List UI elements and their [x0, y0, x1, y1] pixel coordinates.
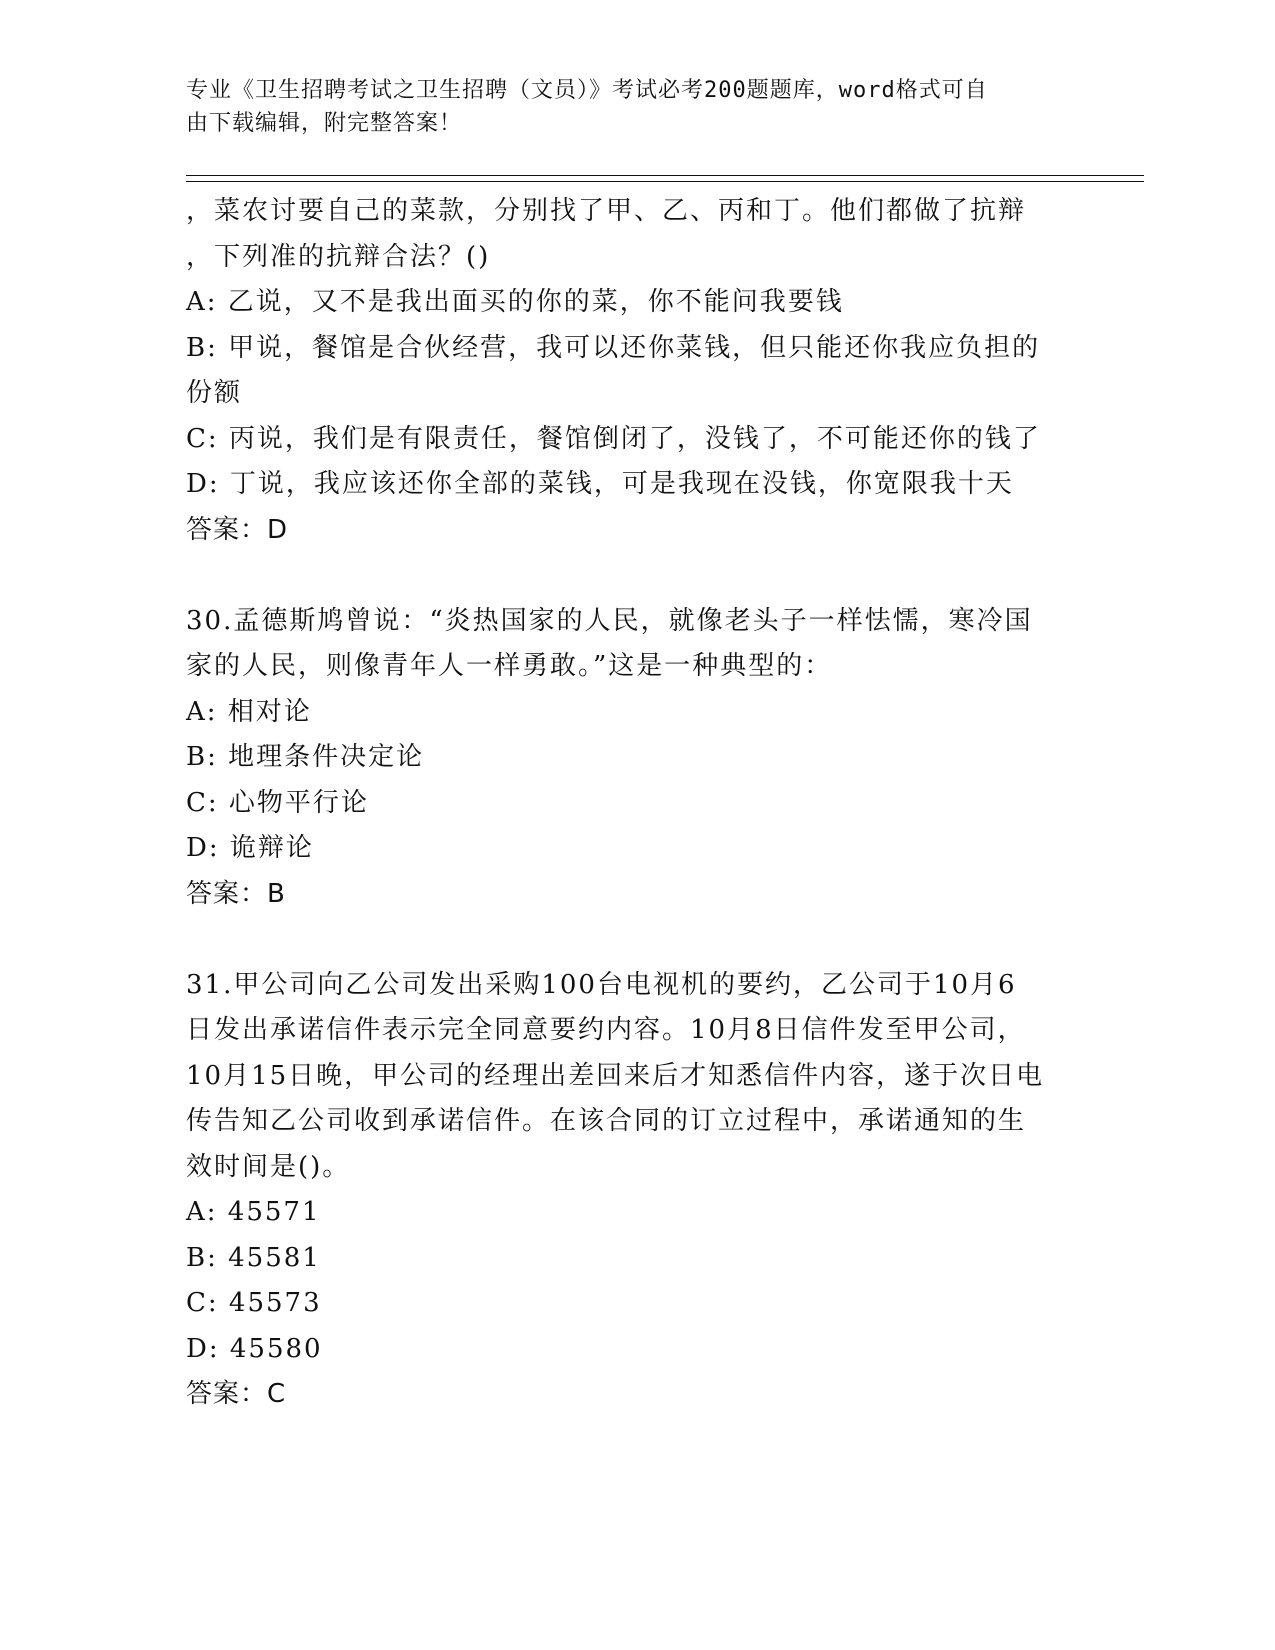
option-a: A: 乙说，又不是我出面买的你的菜，你不能问我要钱: [186, 287, 844, 317]
option-a: A: 相对论: [186, 696, 312, 727]
stem-line: ，菜农讨要自己的菜款，分别找了甲、乙、丙和丁。他们都做了抗辩: [186, 196, 1027, 226]
option-b: B: 地理条件决定论: [186, 742, 425, 772]
option-d: D: 45580: [186, 1333, 323, 1364]
question-stem: [186, 189, 1086, 280]
stem-line: 30.孟德斯鸠曾说：“炎热国家的人民，就像老头子一样怯懦，寒冷国: [186, 605, 1033, 636]
question-stem: [186, 599, 1086, 690]
option-b: B: 45581: [186, 1242, 321, 1273]
answer-text: 答案：C: [186, 1379, 287, 1409]
question-31: [186, 963, 1086, 1418]
header-title-line-2: 由下载编辑，附完整答案！: [186, 111, 463, 136]
stem-line: 家的人民，则像青年人一样勇敢。”这是一种典型的：: [186, 651, 833, 681]
stem-line: 效时间是()。: [186, 1151, 351, 1182]
header-divider-top: [186, 175, 1144, 176]
stem-line: ，下列准的抗辩合法？(): [186, 241, 491, 272]
question-30: [186, 599, 1086, 918]
question-stem: [186, 963, 1086, 1191]
option-c: C: 心物平行论: [186, 787, 369, 818]
stem-line: 10月15日晚，甲公司的经理出差回来后才知悉信件内容，遂于次日电: [186, 1060, 1045, 1091]
stem-line: 日发出承诺信件表示完全同意要约内容。10月8日信件发至甲公司，: [186, 1015, 1026, 1045]
question-29: [186, 189, 1086, 553]
spacer: [186, 553, 1086, 599]
option-c: C: 45573: [186, 1288, 322, 1318]
option-b: B: 甲说，餐馆是合伙经营，我可以还你菜钱，但只能还你我应负担的: [186, 332, 1041, 363]
document-header: [186, 74, 1086, 140]
option-d: D: 诡辩论: [186, 833, 314, 863]
header-divider-bottom: [186, 181, 1144, 182]
spacer: [186, 917, 1086, 963]
answer-text: 答案：B: [186, 878, 286, 909]
option-d: D: 丁说，我应该还你全部的菜钱，可是我现在没钱，你宽限我十天: [186, 469, 1014, 499]
option-c: C: 丙说，我们是有限责任，餐馆倒闭了，没钱了，不可能还你的钱了: [186, 423, 1041, 454]
header-title-line-1: 专业《卫生招聘考试之卫生招聘（文员）》考试必考200题题库，word格式可自: [186, 78, 988, 103]
option-b-continued: 份额: [186, 378, 243, 408]
stem-line: 31.甲公司向乙公司发出采购100台电视机的要约，乙公司于10月6: [186, 969, 1017, 1000]
question-list: [186, 189, 1086, 1418]
stem-line: 传告知乙公司收到承诺信件。在该合同的订立过程中，承诺通知的生: [186, 1106, 1027, 1136]
option-a: A: 45571: [186, 1197, 321, 1227]
answer-text: 答案：D: [186, 514, 289, 545]
